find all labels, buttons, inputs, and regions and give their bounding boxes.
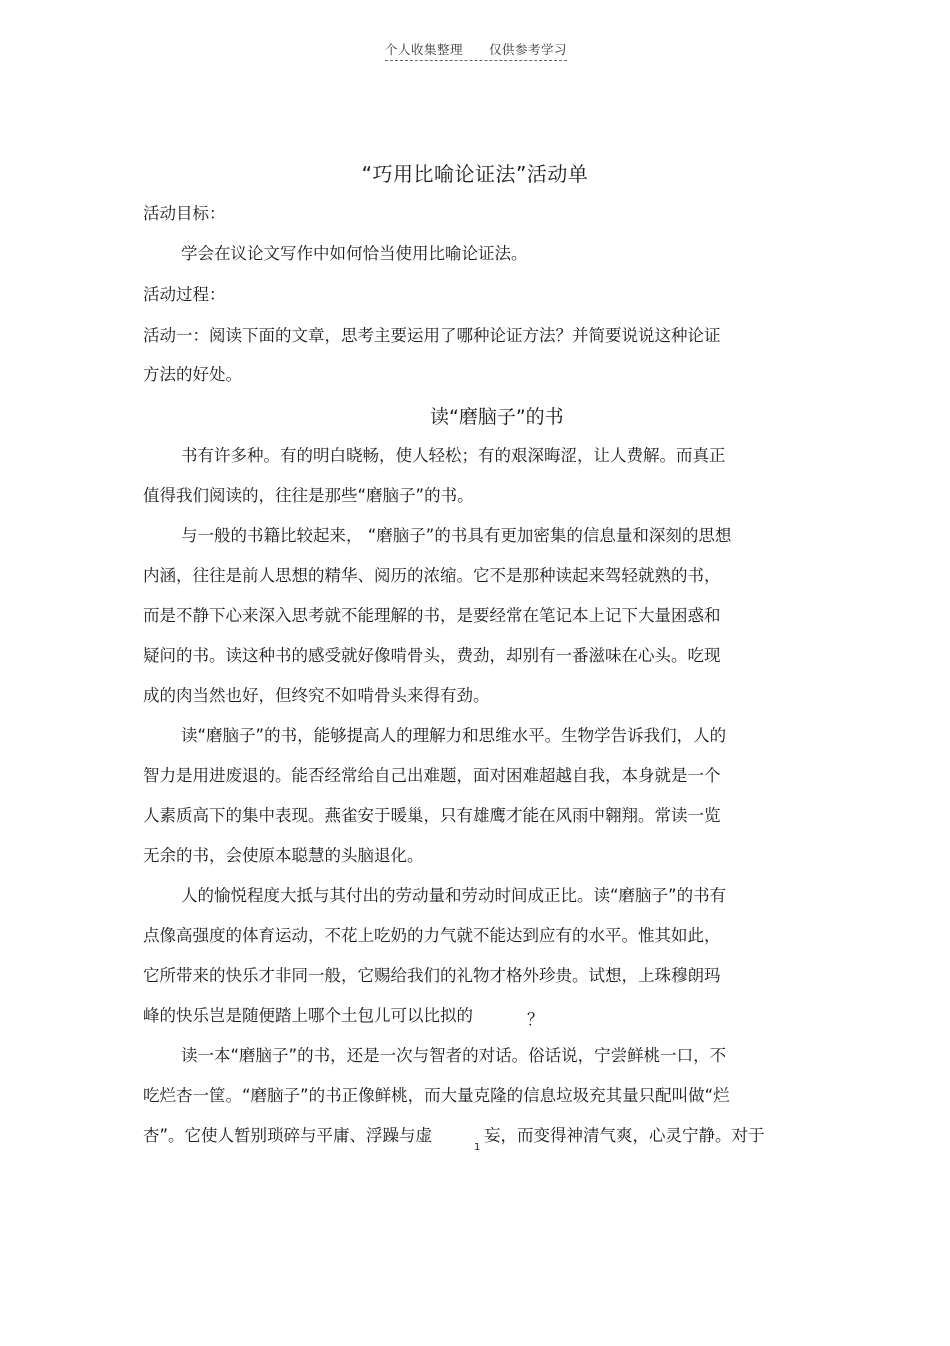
article-line: 疑问的书。读这种书的感受就好像啃骨头，费劲，却别有一番滋味在心头。吃现 xyxy=(143,646,721,665)
article-line: 它所带来的快乐才非同一般，它赐给我们的礼物才格外珍贵。试想，上珠穆朗玛 xyxy=(143,966,721,985)
article-title: 读“磨脑子”的书 xyxy=(430,406,564,428)
article-line: 峰的快乐岂是随便踏上哪个土包儿可以比拟的 xyxy=(143,1006,473,1025)
article-line: 无余的书，会使原本聪慧的头脑退化。 xyxy=(143,846,424,865)
article-line: 杏”。它使人暂别琐碎与平庸、浮躁与虚 xyxy=(143,1126,433,1145)
article-line: 与一般的书籍比较起来， “磨脑子”的书具有更加密集的信息量和深刻的思想 xyxy=(181,526,732,545)
header-left-text: 个人收集整理 xyxy=(385,42,464,57)
article-line: 而是不静下心来深入思考就不能理解的书，是要经常在笔记本上记下大量困惑和 xyxy=(143,606,721,625)
article-line: 读一本“磨脑子”的书，还是一次与智者的对话。俗话说，宁尝鲜桃一口，不 xyxy=(181,1046,727,1065)
page-header xyxy=(385,40,567,61)
process-label: 活动过程： xyxy=(143,285,226,304)
article-line: 书有许多种。有的明白晓畅，使人轻松；有的艰深晦涩，让人费解。而真正 xyxy=(181,446,726,465)
article-line: 吃烂杏一筐。“磨脑子”的书正像鲜桃，而大量克隆的信息垃圾充其量只配叫做“烂 xyxy=(143,1086,730,1105)
page-number: 1 xyxy=(474,1142,481,1153)
article-line: 内涵，往往是前人思想的精华、阅历的浓缩。它不是那种读起来驾轻就熟的书， xyxy=(143,566,721,585)
article-line: 妄，而变得神清气爽，心灵宁静。对于 xyxy=(484,1126,765,1145)
question-mark: ？ xyxy=(527,1010,544,1029)
article-line: 值得我们阅读的，往往是那些“磨脑子”的书。 xyxy=(143,486,474,505)
article-line: 智力是用进废退的。能否经常给自己出难题，面对困难超越自我，本身就是一个 xyxy=(143,766,721,785)
article-line: 人的愉悦程度大抵与其付出的劳动量和劳动时间成正比。读“磨脑子”的书有 xyxy=(181,886,727,905)
article-line: 成的肉当然也好，但终究不如啃骨头来得有劲。 xyxy=(143,686,490,705)
article-line: 读“磨脑子”的书，能够提高人的理解力和思维水平。生物学告诉我们，人的 xyxy=(181,726,727,745)
activity1-line: 方法的好处。 xyxy=(143,365,242,384)
article-line: 人素质高下的集中表现。燕雀安于暖巢，只有雄鹰才能在风雨中翱翔。常读一览 xyxy=(143,806,721,825)
document-title: “巧用比喻论证法”活动单 xyxy=(361,162,589,186)
header-right-text: 仅供参考学习 xyxy=(489,42,568,57)
article-line: 点像高强度的体育运动，不花上吃奶的力气就不能达到应有的水平。惟其如此， xyxy=(143,926,721,945)
activity1-line: 活动一：阅读下面的文章，思考主要运用了哪种论证方法？并简要说说这种论证 xyxy=(143,326,721,345)
goal-text: 学会在议论文写作中如何恰当使用比喻论证法。 xyxy=(181,244,528,263)
goal-label: 活动目标： xyxy=(143,204,226,223)
